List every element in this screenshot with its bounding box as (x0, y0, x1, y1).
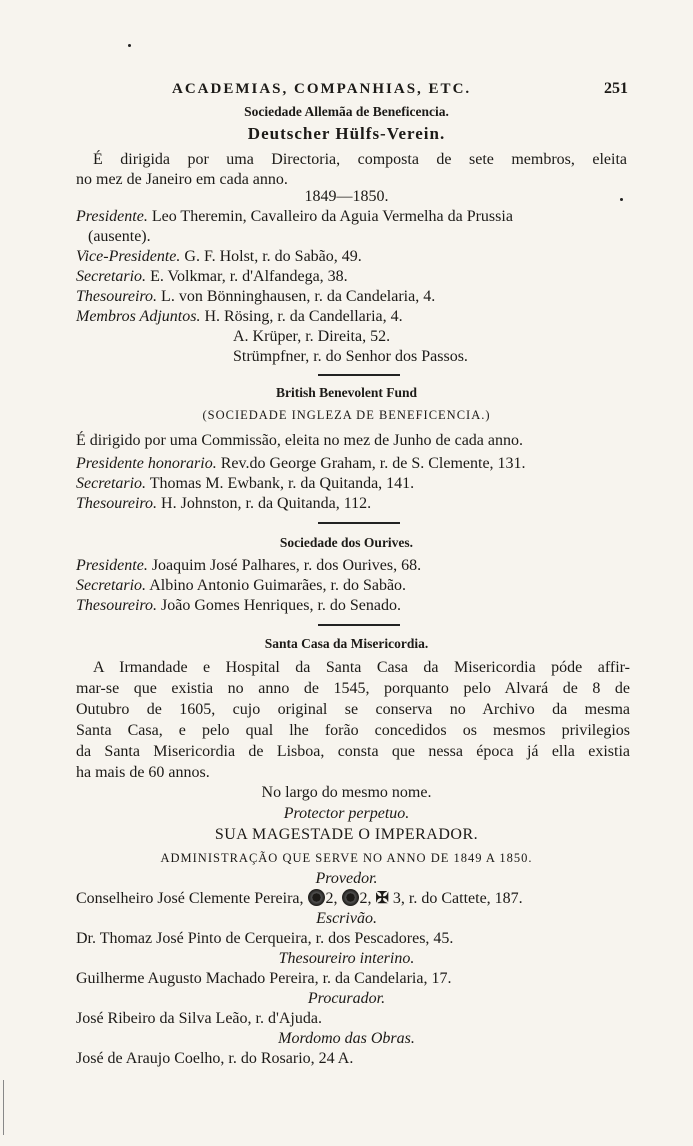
role-holder: G. F. Holst, r. do Sabão, 49. (184, 248, 362, 265)
role-continuation: (ausente). (88, 228, 151, 245)
role-holder-mordomo: José de Araujo Coelho, r. do Rosario, 24 A. (76, 1050, 354, 1067)
role-holder: Joaquim José Palhares, r. dos Ourives, 68. (151, 557, 422, 574)
role-label: Vice-Presidente. (76, 248, 181, 265)
protector-name: SUA MAGESTADE O IMPERADOR. (214, 826, 479, 843)
paragraph-line: da Santa Misericordia de Lisboa, consta que nessa época já ella existia (76, 743, 630, 760)
administration-heading: ADMINISTRAÇÃO QUE SERVE NO ANNO DE 1849 A 1850. (160, 851, 533, 865)
role-holder: E. Volkmar, r. d'Alfandega, 38. (150, 268, 348, 285)
section-title-british: British Benevolent Fund (275, 385, 418, 400)
section-divider (318, 522, 400, 524)
role-holder-escrivao: Dr. Thomaz José Pinto de Cerqueira, r. dos Pescadores, 45. (76, 930, 454, 947)
member-line: Strümpfner, r. do Senhor dos Passos. (233, 348, 468, 365)
role-label: Membros Adjuntos. (76, 308, 201, 325)
role-holder-procurador: José Ribeiro da Silva Leão, r. d'Ajuda. (76, 1010, 322, 1027)
provedor-name: Conselheiro José Clemente Pereira, (76, 890, 304, 907)
page-number: 251 (604, 80, 628, 97)
role-heading-escrivao: Escrivão. (316, 910, 377, 927)
role-holder: João Gomes Henriques, r. do Senado. (161, 597, 402, 614)
cross-order-icon: ✠ (375, 890, 389, 907)
role-entry-thesoureiro (76, 596, 401, 616)
role-entry-secretario (76, 576, 406, 596)
order-count: 2, (359, 890, 372, 907)
section-divider (318, 374, 400, 376)
role-holder: Leo Theremin, Cavalleiro da Aguia Vermelha da Prussia (151, 208, 513, 225)
role-holder: Albino Antonio Guimarães, r. do Sabão. (149, 577, 407, 594)
section-subtitle-sociedade-ingleza: (SOCIEDADE INGLEZA DE BENEFICENCIA.) (202, 408, 491, 422)
section-title-santa-casa: Santa Casa da Misericordia. (264, 636, 429, 651)
role-entry-thesoureiro (76, 494, 371, 514)
role-entry-secretario (76, 474, 414, 494)
role-heading-provedor: Provedor. (315, 870, 378, 887)
provedor-address: 3, r. do Cattete, 187. (392, 890, 523, 907)
role-holder-thesoureiro: Guilherme Augusto Machado Pereira, r. da Candelaria, 17. (76, 970, 452, 987)
paragraph-line: ha mais de 60 annos. (76, 764, 210, 781)
running-title: ACADEMIAS, COMPANHIAS, ETC. (172, 81, 472, 97)
role-heading-protector: Protector perpetuo. (283, 805, 410, 822)
role-holder-provedor (76, 889, 523, 909)
role-heading-thesoureiro: Thesoureiro interino. (278, 950, 415, 967)
order-count: 2, (325, 890, 338, 907)
role-holder: H. Rösing, r. da Candellaria, 4. (204, 308, 403, 325)
role-entry-presidente (76, 556, 421, 576)
role-heading-procurador: Procurador. (307, 990, 386, 1007)
role-label: Thesoureiro. (76, 288, 158, 305)
year-range: 1849—1850. (304, 188, 389, 205)
role-entry-thesoureiro (76, 287, 435, 307)
ink-speck (620, 198, 623, 201)
member-line: A. Krüper, r. Direita, 52. (233, 328, 391, 345)
role-label: Presidente. (76, 557, 148, 574)
role-holder: Thomas M. Ewbank, r. da Quitanda, 141. (149, 475, 415, 492)
paragraph-line: É dirigida por uma Directoria, composta de sete membros, eleita (93, 151, 627, 168)
role-entry-secretario (76, 267, 348, 287)
paragraph-line: É dirigido por uma Commissão, eleita no mez de Junho de cada anno. (76, 432, 523, 449)
role-holder: L. von Bönninghausen, r. da Candelaria, 4. (161, 288, 436, 305)
section-title-ourives: Sociedade dos Ourives. (279, 535, 414, 550)
role-holder: H. Johnston, r. da Quitanda, 112. (161, 495, 372, 512)
paragraph-line: mar-se que existia no anno de 1545, porquanto pelo Alvará de 8 de (76, 680, 630, 697)
section-title-sociedade-allema: Sociedade Allemãa de Beneficencia. (244, 104, 449, 119)
section-divider (318, 624, 400, 626)
role-holder: Rev.do George Graham, r. de S. Clemente, 131. (220, 455, 526, 472)
location-line: No largo do mesmo nome. (261, 784, 432, 801)
section-subtitle-german: Deutscher Hülfs-Verein. (247, 124, 446, 143)
paragraph-line: A Irmandade e Hospital da Santa Casa da Misericordia póde affir- (93, 659, 630, 676)
paragraph-line: Outubro de 1605, cujo original se conserva no Archivo da mesma (76, 701, 630, 718)
role-label: Presidente honorario. (76, 455, 217, 472)
paragraph-line: Santa Casa, e pelo qual lhe forão concedidos os mesmos privilegios (76, 722, 630, 739)
role-label: Secretario. (76, 268, 147, 285)
role-label: Secretario. (76, 475, 147, 492)
role-entry-presidente-honorario (76, 454, 526, 474)
role-label: Presidente. (76, 208, 148, 225)
role-entry-vice-presidente (76, 247, 362, 267)
role-label: Thesoureiro. (76, 597, 158, 614)
role-entry-presidente (76, 207, 513, 227)
role-label: Thesoureiro. (76, 495, 158, 512)
role-label: Secretario. (76, 577, 147, 594)
paragraph-line: no mez de Janeiro em cada anno. (76, 171, 288, 188)
page-edge-mark (3, 1080, 4, 1135)
order-medal-icon (342, 889, 359, 906)
ink-speck (128, 44, 131, 47)
role-entry-membros (76, 307, 403, 327)
order-medal-icon (308, 889, 325, 906)
role-heading-mordomo: Mordomo das Obras. (278, 1030, 415, 1047)
